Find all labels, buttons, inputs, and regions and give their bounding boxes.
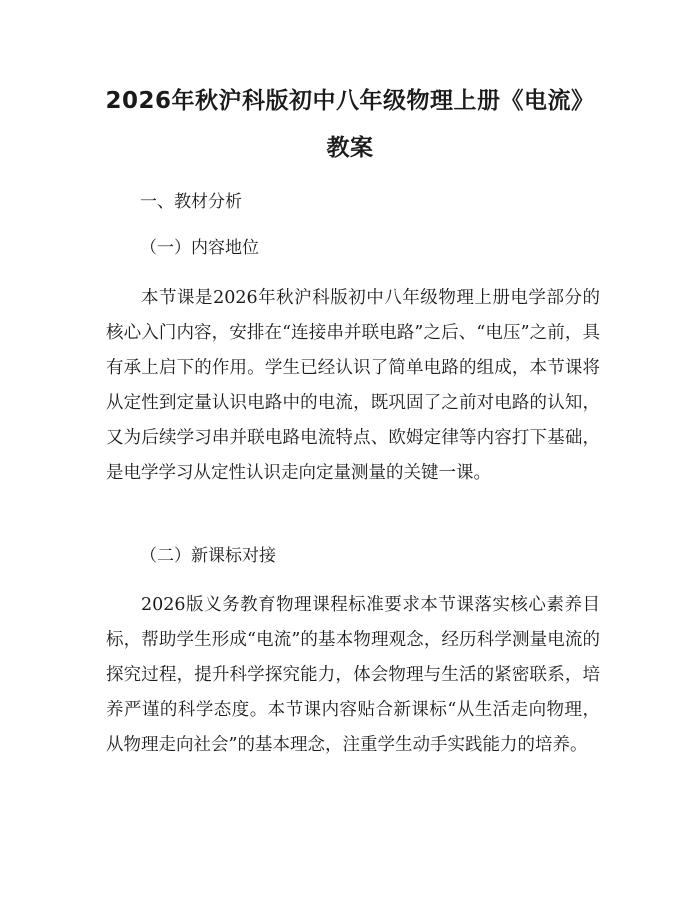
- document-title: 2026年秋沪科版初中八年级物理上册《电流》教案: [105, 88, 595, 161]
- section-heading-textbook-analysis: 一、教材分析: [140, 192, 242, 212]
- subsection-heading-content-position: （一）内容地位: [140, 238, 259, 258]
- paragraph-curriculum-standard: 2026版义务教育物理课程标准要求本节课落实核心素养目标，帮助学生形成“电流”的基本物理观念，经历科学测量电流的探究过程，提升科学探究能力，体会物理与生活的紧密联系，培养严谨的科学态度。本节课内容贴合新课标“从生活走向物理，从物理走向社会”的基本理念，注重学生动手实践能力的培养。: [106, 595, 600, 755]
- paragraph-content-position: 本节课是2026年秋沪科版初中八年级物理上册电学部分的核心入门内容，安排在“连接串并联电路”之后、“电压”之前，具有承上启下的作用。学生已经认识了简单电路的组成，本节课将从定性到定量认识电路中的电流，既巩固了之前对电路的认知，又为后续学习串并联电路电流特点、欧姆定律等内容打下基础，是电学学习从定性认识走向定量测量的关键一课。: [106, 288, 600, 483]
- subsection-heading-curriculum-standard: （二）新课标对接: [140, 546, 276, 566]
